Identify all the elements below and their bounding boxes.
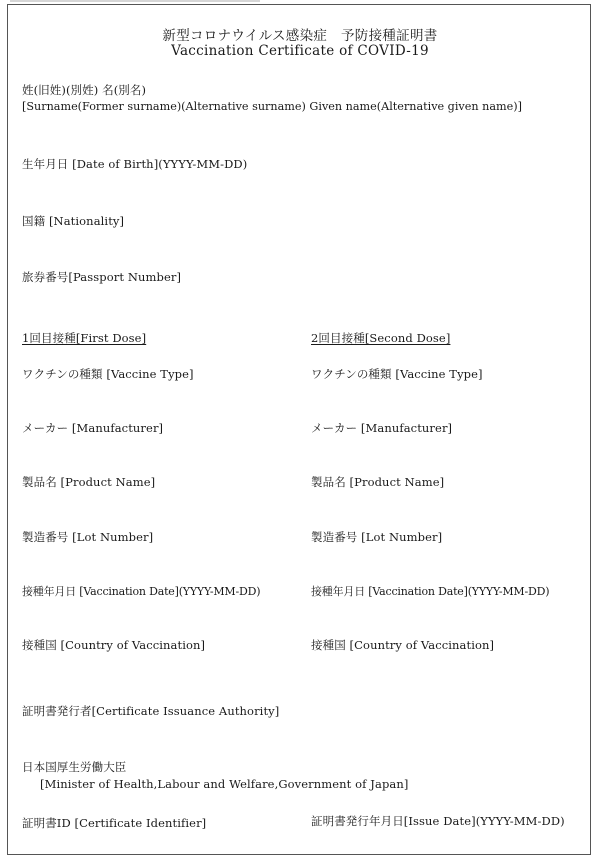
second-dose-lot-number-label: 製造番号 [Lot Number] <box>311 530 443 544</box>
first-dose-vaccination-date-label: 接種年月日 [Vaccination Date](YYYY-MM-DD) <box>22 585 261 598</box>
certificate-title-japanese: 新型コロナウイルス感染症 予防接種証明書 <box>162 28 438 44</box>
second-dose-heading: 2回目接種[Second Dose] <box>311 331 451 345</box>
first-dose-country-label: 接種国 [Country of Vaccination] <box>22 638 206 652</box>
scan-edge-artifact <box>10 0 260 2</box>
issue-date-label: 証明書発行年月日[Issue Date](YYYY-MM-DD) <box>311 814 565 828</box>
nationality-label: 国籍 [Nationality] <box>22 214 125 228</box>
certificate-identifier-label: 証明書ID [Certificate Identifier] <box>22 816 207 830</box>
passport-number-label: 旅券番号[Passport Number] <box>22 270 182 284</box>
issuance-authority-label: 証明書発行者[Certificate Issuance Authority] <box>22 704 280 718</box>
authority-name-japanese: 日本国厚生労働大臣 <box>22 760 127 774</box>
first-dose-lot-number-label: 製造番号 [Lot Number] <box>22 530 154 544</box>
second-dose-manufacturer-label: メーカー [Manufacturer] <box>311 421 453 435</box>
certificate-title-english: Vaccination Certificate of COVID-19 <box>171 43 429 59</box>
authority-name-english: [Minister of Health,Labour and Welfare,Government of Japan] <box>40 777 409 791</box>
first-dose-vaccine-type-label: ワクチンの種類 [Vaccine Type] <box>22 367 194 381</box>
date-of-birth-label: 生年月日 [Date of Birth](YYYY-MM-DD) <box>22 157 248 171</box>
name-label-japanese: 姓(旧姓)(別姓) 名(別名) <box>22 83 147 97</box>
second-dose-vaccination-date-label: 接種年月日 [Vaccination Date](YYYY-MM-DD) <box>311 585 550 598</box>
second-dose-country-label: 接種国 [Country of Vaccination] <box>311 638 495 652</box>
first-dose-product-name-label: 製品名 [Product Name] <box>22 475 156 489</box>
second-dose-vaccine-type-label: ワクチンの種類 [Vaccine Type] <box>311 367 483 381</box>
first-dose-heading: 1回目接種[First Dose] <box>22 331 147 345</box>
second-dose-product-name-label: 製品名 [Product Name] <box>311 475 445 489</box>
first-dose-manufacturer-label: メーカー [Manufacturer] <box>22 421 164 435</box>
name-label-english: [Surname(Former surname)(Alternative surname) Given name(Alternative given name)] <box>22 100 522 113</box>
